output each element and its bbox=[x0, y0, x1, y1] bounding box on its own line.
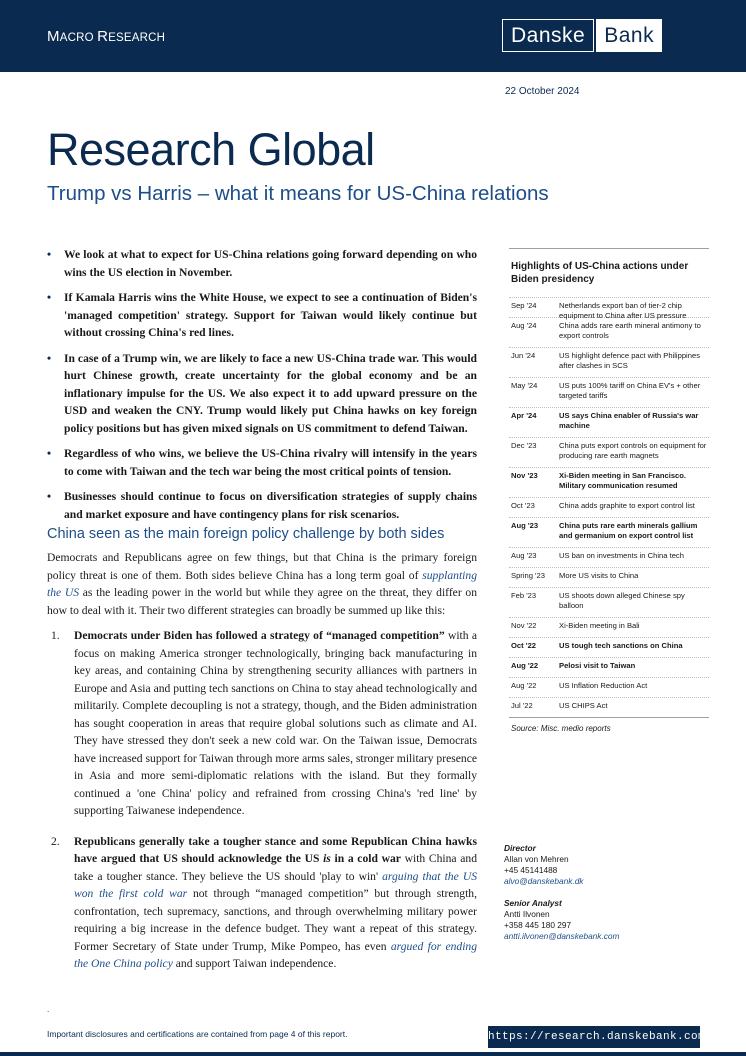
item-bold-lead-2: in a cold war bbox=[330, 852, 401, 865]
row-date: Oct '22 bbox=[511, 641, 537, 650]
report-date: 22 October 2024 bbox=[505, 86, 580, 97]
one-china-link[interactable]: argued for ending the One China policy bbox=[74, 939, 478, 970]
key-point: • We look at what to expect for US-China relations going forward depending on who wins the US election in November. bbox=[47, 246, 477, 281]
item-text-1: with China and take a tougher stance. They believe the US should 'play to win' bbox=[74, 852, 477, 883]
table-row bbox=[509, 377, 709, 407]
row-date: Aug '22 bbox=[511, 661, 539, 670]
disclaimer: Important disclosures and certifications are contained from page 4 of this report. bbox=[47, 1029, 348, 1039]
contact-role: Director bbox=[504, 843, 536, 853]
row-event: Xi-Biden meeting in Bali bbox=[559, 621, 640, 630]
row-event: US tough tech sanctions on China bbox=[559, 641, 683, 650]
section-label-initial-2: R bbox=[97, 28, 109, 45]
contact-phone: +45 45141488 bbox=[504, 865, 558, 875]
intro-text-2: as the leading power in the world but while they agree on the threat, they differ on how to deal with it. Their two different strategies can broadly be summed up like this: bbox=[47, 586, 477, 617]
analyst-contacts bbox=[504, 843, 704, 953]
key-point: • In case of a Trump win, we are likely to face a new US-China trade war. This would hurt Chinese growth, create uncertainty for the global economy and be an inflationary impulse for the US. We also expect it to add upward pressure on the USD and weaken the CNY. Trump would likely put China hawks on key foreign policy positions but has given mixed signals on US commitment to defend Taiwan. bbox=[47, 350, 477, 438]
table-row bbox=[509, 637, 709, 657]
section-heading: China seen as the main foreign policy challenge by both sides bbox=[47, 526, 445, 542]
row-date: Aug '24 bbox=[511, 321, 537, 330]
contact-director bbox=[504, 843, 704, 887]
item-text-2: not through “managed competition” but through strength, confrontation, tech supremacy, sanctions, and through overwhelming military power requiring a big increase in the defence budget. They want a repeat of this strategy. Former Secretary of State under Trump, Mike Pompeo, has even bbox=[74, 887, 477, 953]
danske-bank-logo bbox=[502, 19, 662, 52]
row-event: US puts 100% tariff on China EV's + other targeted tariffs bbox=[559, 381, 701, 400]
key-point: • If Kamala Harris wins the White House, we expect to see a continuation of Biden's 'managed competition' strategy. Support for Taiwan would likely continue but without crossing China's red lines. bbox=[47, 289, 477, 342]
contact-role: Senior Analyst bbox=[504, 898, 562, 908]
item-text-3: and support Taiwan independence. bbox=[172, 957, 337, 970]
row-event: Netherlands export ban of tier-2 chip equipment to China after US pressure bbox=[559, 301, 687, 320]
row-event: US ban on investments in China tech bbox=[559, 551, 684, 560]
intro-text-1: Democrats and Republicans agree on few things, but that China is the primary foreign policy threat is one of them. Both sides believe China has a long term goal of bbox=[47, 551, 477, 582]
row-event: US says China enabler of Russia's war machine bbox=[559, 411, 699, 430]
numbered-item-republicans bbox=[47, 833, 477, 973]
item-text: with a focus on making America stronger technologically, bringing back manufacturing in key areas, and containing China by strengthening security alliances with partners in Europe and Asia and putting tech sanctions on China to stay ahead technologically and militarily. Complete decoupling is not a strategy, though, and the Biden administration has sought cooperation in areas that require global solutions such as climate and AI. They have stressed they don't seek a new cold war. On the Taiwan issue, Democrats have increased support for Taiwan through more arms sales, stronger military presence in Asia and more semi-diplomatic relations with the island. But they formally continued a 'one China' policy and refrained from crossing China's 'red line' by supporting Taiwanese independence. bbox=[74, 629, 477, 817]
table-row bbox=[509, 347, 709, 377]
contact-senior-analyst bbox=[504, 898, 704, 942]
row-event: US shoots down alleged Chinese spy balloon bbox=[559, 591, 685, 610]
row-event: China adds rare earth mineral antimony to export controls bbox=[559, 321, 701, 340]
row-date: Dec '23 bbox=[511, 441, 537, 450]
row-date: Nov '23 bbox=[511, 471, 538, 480]
body-text bbox=[47, 549, 477, 986]
section-label-rest-2: ESEARCH bbox=[108, 32, 166, 44]
intro-paragraph bbox=[47, 549, 477, 619]
table-row bbox=[509, 407, 709, 437]
row-event: US CHIPS Act bbox=[559, 701, 608, 710]
row-date: Jun '24 bbox=[511, 351, 536, 360]
supplanting-link[interactable]: supplanting the US bbox=[47, 568, 477, 599]
row-date: Feb '23 bbox=[511, 591, 537, 600]
table-row bbox=[509, 697, 709, 717]
key-point: • Businesses should continue to focus on diversification strategies of supply chains and market exposure and have contingency plans for risk scenarios. bbox=[47, 488, 477, 523]
table-row bbox=[509, 517, 709, 547]
numbered-list bbox=[47, 627, 477, 973]
section-label bbox=[47, 28, 165, 45]
row-event: China puts rare earth minerals gallium and germanium on export control list bbox=[559, 521, 698, 540]
row-date: May '24 bbox=[511, 381, 538, 390]
numbered-item-democrats bbox=[47, 627, 477, 820]
row-event: China puts export controls on equipment for producing rare earth magnets bbox=[559, 441, 707, 460]
header-bar bbox=[0, 0, 746, 72]
table-row bbox=[509, 497, 709, 517]
row-date: Spring '23 bbox=[511, 571, 545, 580]
cold-war-link[interactable]: arguing that the US won the first cold war bbox=[74, 869, 477, 900]
section-label-initial-1: M bbox=[47, 28, 60, 45]
key-points-list bbox=[47, 246, 477, 531]
contact-phone: +358 445 180 297 bbox=[504, 920, 572, 930]
item-bold-italic: is bbox=[323, 852, 331, 865]
row-event: Pelosi visit to Taiwan bbox=[559, 661, 636, 670]
row-date: Jul '22 bbox=[511, 701, 533, 710]
footer-dot: . bbox=[47, 1005, 50, 1014]
row-event: US Inflation Reduction Act bbox=[559, 681, 648, 690]
section-label-rest-1: ACRO bbox=[59, 32, 98, 44]
row-event: Xi-Biden meeting in San Francisco. Military communication resumed bbox=[559, 471, 687, 490]
row-date: Aug '22 bbox=[511, 681, 537, 690]
table-row bbox=[509, 567, 709, 587]
row-date: Apr '24 bbox=[511, 411, 537, 420]
page-subtitle: Trump vs Harris – what it means for US-China relations bbox=[47, 182, 549, 205]
logo-right-text: Bank bbox=[596, 19, 662, 52]
table-row bbox=[509, 587, 709, 617]
footer-rule bbox=[0, 1052, 746, 1056]
header-tab bbox=[490, 72, 746, 76]
research-url-link[interactable]: https://research.danskebank.com bbox=[488, 1026, 700, 1048]
table-row bbox=[509, 467, 709, 497]
row-event: China adds graphite to export control list bbox=[559, 501, 695, 510]
table-title: Highlights of US-China actions under Biden presidency bbox=[511, 261, 689, 285]
logo-left-text: Danske bbox=[502, 19, 594, 52]
key-point: • Regardless of who wins, we believe the US-China rivalry will intensify in the years to come with Taiwan and the tech war being the most critical points of tension. bbox=[47, 445, 477, 480]
contact-name: Antti Ilvonen bbox=[504, 909, 550, 919]
item-number: 2. bbox=[51, 834, 60, 848]
contact-email[interactable]: antti.ilvonen@danskebank.com bbox=[504, 931, 620, 941]
item-number: 1. bbox=[51, 629, 60, 642]
table-row bbox=[509, 677, 709, 697]
row-date: Nov '22 bbox=[511, 621, 537, 630]
table-row bbox=[509, 317, 709, 347]
item-bold-lead: Republicans generally take a tougher stance and some Republican China hawks have argued that US should acknowledge the US bbox=[74, 834, 477, 865]
row-date: Aug '23 bbox=[511, 551, 537, 560]
row-date: Sep '24 bbox=[511, 301, 537, 310]
table-row bbox=[509, 657, 709, 677]
table-row bbox=[509, 617, 709, 637]
contact-name: Allan von Mehren bbox=[504, 854, 569, 864]
item-bold-lead: Democrats under Biden has followed a strategy of “managed competition” bbox=[74, 629, 445, 642]
page-title: Research Global bbox=[47, 124, 375, 175]
table-row bbox=[509, 437, 709, 467]
table-source: Source: Misc. medio reports bbox=[509, 717, 709, 739]
row-date: Aug '23 bbox=[511, 521, 539, 530]
row-event: More US visits to China bbox=[559, 571, 639, 580]
contact-email[interactable]: alvo@danskebank.dk bbox=[504, 876, 584, 886]
highlights-table bbox=[509, 248, 709, 739]
table-row bbox=[509, 297, 709, 320]
table-row bbox=[509, 547, 709, 567]
row-event: US highlight defence pact with Philippines after clashes in SCS bbox=[559, 351, 700, 370]
row-date: Oct '23 bbox=[511, 501, 535, 510]
